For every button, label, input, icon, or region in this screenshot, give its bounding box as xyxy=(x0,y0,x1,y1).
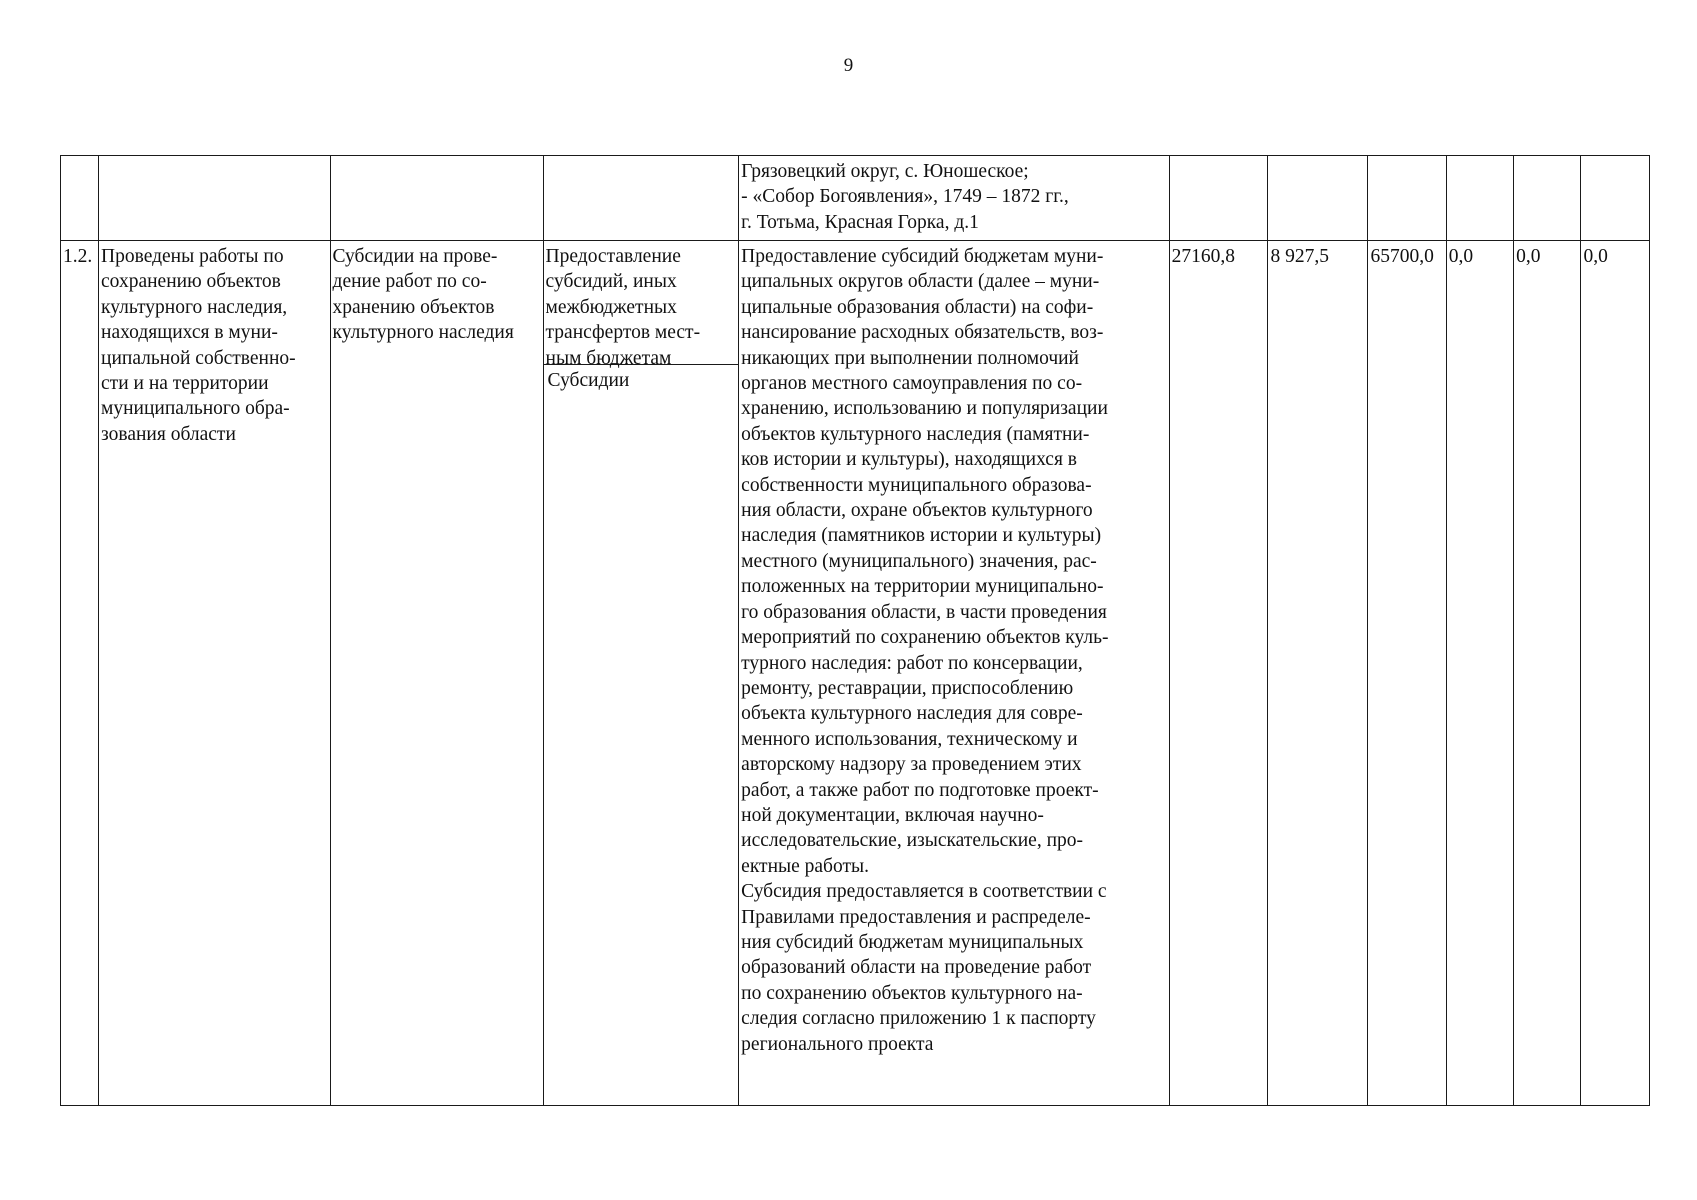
text-line: Предоставление субсидий бюджетам муни- xyxy=(741,246,1104,267)
cell-value: 65700,0 xyxy=(1368,241,1446,1106)
text-line: мероприятий по сохранению объектов куль- xyxy=(741,627,1109,649)
text-line: ной документации, включая научно- xyxy=(741,804,1044,826)
cell-value xyxy=(1514,156,1581,241)
cell-value xyxy=(1268,156,1368,241)
text-line: местного (муниципального) значения, рас- xyxy=(741,550,1097,572)
text-line: объекта культурного наследия для совре- xyxy=(741,703,1083,725)
cell-type xyxy=(543,156,739,241)
text-line: ния субсидий бюджетам муниципальных xyxy=(741,931,1084,953)
text-line: Грязовецкий округ, с. Юношеское; xyxy=(741,161,1029,182)
cell-value xyxy=(1581,156,1650,241)
text-line: культурного наследия, xyxy=(101,296,288,318)
cell-description xyxy=(739,241,1169,1106)
cell-number: 1.2. xyxy=(61,241,99,1106)
cell-event xyxy=(330,241,543,1106)
text-line: собственности муниципального образова- xyxy=(741,474,1092,496)
cell-type xyxy=(543,241,739,1106)
text-line: хранению, использованию и популяризации xyxy=(741,398,1108,420)
text-line: хранению объектов xyxy=(332,296,495,318)
cell-event xyxy=(330,156,543,241)
text-line: субсидий, иных xyxy=(545,271,677,293)
text-line: менного использования, техническому и xyxy=(741,728,1078,750)
page-number: 9 xyxy=(843,55,854,76)
text-line: Субсидия предоставляется в соответствии с xyxy=(741,881,1107,903)
text-line: нансирование расходных обязательств, воз- xyxy=(741,322,1104,344)
cell-value xyxy=(1446,156,1513,241)
text-line: ния области, охране объектов культурного xyxy=(741,500,1093,522)
text-line: регионального проекта xyxy=(741,1033,934,1055)
text-line: го образования области, в части проведения xyxy=(741,601,1107,623)
text-line: - «Собор Богоявления», 1749 – 1872 гг., xyxy=(741,186,1069,208)
text-line: исследовательские, изыскательские, про- xyxy=(741,830,1084,852)
text-line: ципальных округов области (далее – муни- xyxy=(741,271,1100,293)
text-line: ным бюджетам xyxy=(545,347,672,369)
text-line: сти и на территории xyxy=(101,373,269,395)
cell-value xyxy=(1169,156,1268,241)
text-line: авторскому надзору за проведением этих xyxy=(741,754,1082,776)
text-line: по сохранению объектов культурного на- xyxy=(741,982,1083,1004)
cell-value: 0,0 xyxy=(1514,241,1581,1106)
text-line: муниципального обра- xyxy=(101,398,290,420)
text-line: находящихся в муни- xyxy=(101,322,278,344)
text-line: никающих при выполнении полномочий xyxy=(741,347,1079,369)
text-line: межбюджетных xyxy=(545,296,677,318)
text-line: трансфертов мест- xyxy=(545,322,701,344)
text-line: Правилами предоставления и распределе- xyxy=(741,906,1091,928)
text-line: Предоставление xyxy=(545,246,681,267)
text-line: органов местного самоуправления по со- xyxy=(741,373,1083,395)
text-line: ремонту, реставрации, приспособлению xyxy=(741,677,1074,699)
cell-value: 27160,8 xyxy=(1169,241,1268,1106)
type-cell-top xyxy=(544,241,739,369)
text-line: работ, а также работ по подготовке проект- xyxy=(741,779,1099,801)
text-line: г. Тотьма, Красная Горка, д.1 xyxy=(741,211,979,233)
cell-value: 0,0 xyxy=(1446,241,1513,1106)
cell-description xyxy=(739,156,1169,241)
text-line: культурного наследия xyxy=(332,322,514,344)
text-line: ектные работы. xyxy=(741,855,869,877)
text-line: турного наследия: работ по консервации, xyxy=(741,652,1083,674)
text-line: зования области xyxy=(101,423,236,445)
text-line: ков истории и культуры), находящихся в xyxy=(741,449,1078,471)
text-line: Проведены работы по xyxy=(101,246,284,267)
text-line: наследия (памятников истории и культуры) xyxy=(741,525,1102,547)
text-line: объектов культурного наследия (памятни- xyxy=(741,423,1090,445)
text-line: ципальной собственно- xyxy=(101,347,296,369)
text-line: следия согласно приложению 1 к паспорту xyxy=(741,1008,1096,1030)
cell-number xyxy=(61,156,99,241)
project-table xyxy=(60,155,1650,1106)
text-line: Субсидии на прове- xyxy=(332,246,498,267)
cell-result xyxy=(99,241,331,1106)
cell-value: 8 927,5 xyxy=(1268,241,1368,1106)
text-line: положенных на территории муниципально- xyxy=(741,576,1104,598)
text-line: образований области на проведение работ xyxy=(741,957,1092,979)
text-line: сохранению объектов xyxy=(101,271,281,293)
cell-value xyxy=(1368,156,1446,241)
cell-result xyxy=(99,156,331,241)
table-row xyxy=(61,156,1650,241)
text-line: ципальные образования области) на софи- xyxy=(741,296,1094,318)
table-row xyxy=(61,241,1650,1106)
cell-value: 0,0 xyxy=(1581,241,1650,1106)
text-line: дение работ по со- xyxy=(332,271,487,293)
text-line: Субсидии xyxy=(547,370,630,391)
